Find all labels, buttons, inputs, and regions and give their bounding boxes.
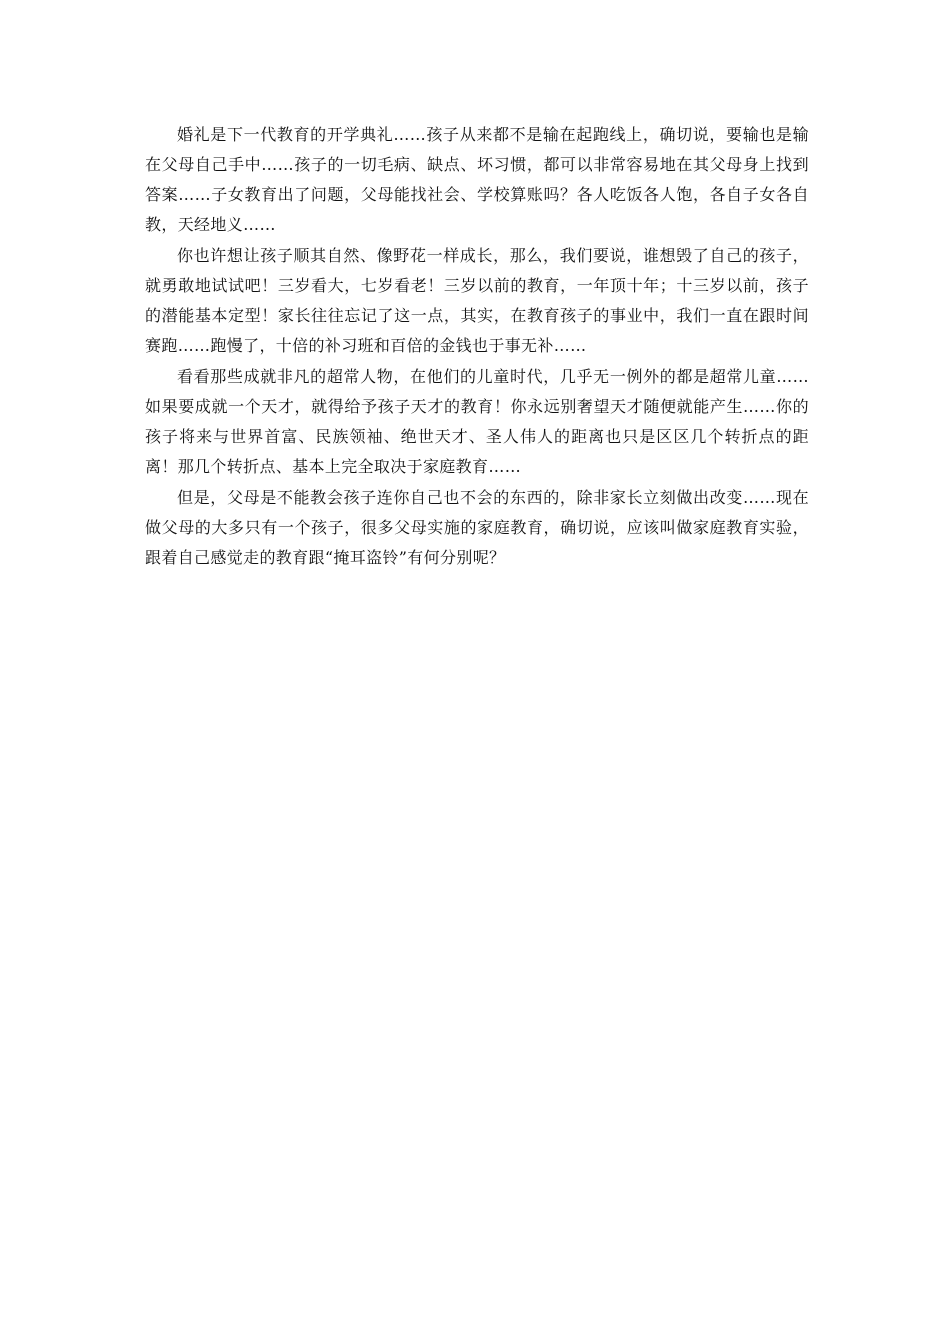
paragraph: 看看那些成就非凡的超常人物，在他们的儿童时代，几乎无一例外的都是超常儿童……如果要成就一个天才，就得给予孩子天才的教育！你永远别奢望天才随便就能产生……你的孩子将来与世界首富、民族领袖、绝世天才、圣人伟人的距离也只是区区几个转折点的距离！那几个转折点、基本上完全取决于家庭教育……: [145, 367, 809, 476]
paragraph: 婚礼是下一代教育的开学典礼……孩子从来都不是输在起跑线上，确切说，要输也是输在父母自己手中……孩子的一切毛病、缺点、坏习惯，都可以非常容易地在其父母身上找到答案……子女教育出了问题，父母能找社会、学校算账吗？各人吃饭各人饱，各自子女各自教，天经地义……: [145, 125, 809, 234]
paragraph: 你也许想让孩子顺其自然、像野花一样成长，那么，我们要说，谁想毁了自己的孩子，就勇敢地试试吧！三岁看大，七岁看老！三岁以前的教育，一年顶十年；十三岁以前，孩子的潜能基本定型！家长往往忘记了这一点，其实，在教育孩子的事业中，我们一直在跟时间赛跑……跑慢了，十倍的补习班和百倍的金钱也于事无补……: [145, 246, 809, 355]
paragraph: 但是，父母是不能教会孩子连你自己也不会的东西的，除非家长立刻做出改变……现在做父母的大多只有一个孩子，很多父母实施的家庭教育，确切说，应该叫做家庭教育实验，跟着自己感觉走的教育跟“掩耳盗铃”有何分别呢？: [145, 488, 809, 567]
document-body: [145, 120, 809, 573]
